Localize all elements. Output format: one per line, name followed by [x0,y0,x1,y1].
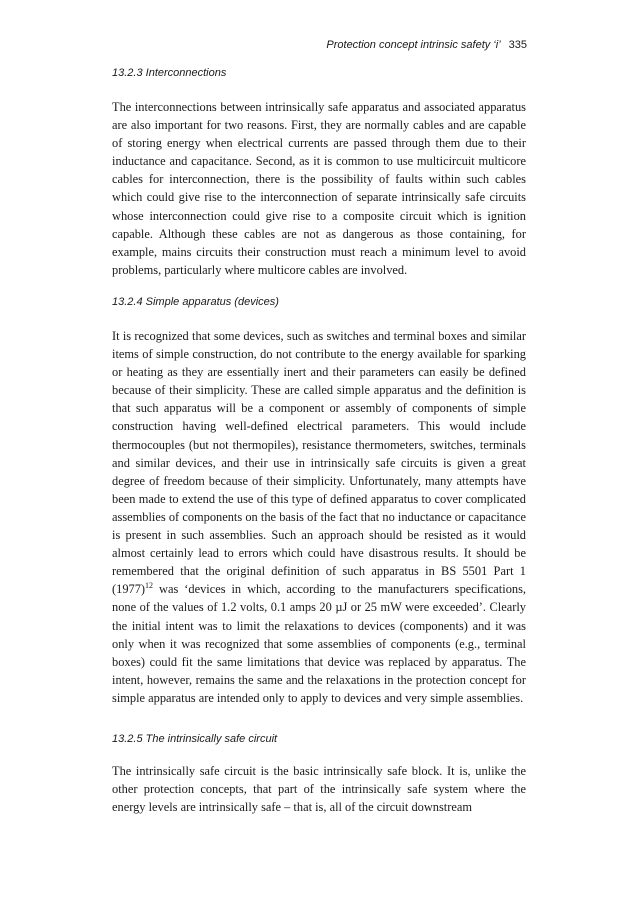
section-heading-intrinsically-safe-circuit: 13.2.5 The intrinsically safe circuit [112,733,278,745]
paragraph-simple-apparatus-part-2: was ‘devices in which, according to the manufacturers specifications, none of the values of 1.2 volts, 0.1 amps 20 µJ or 25 mW were exceeded’. Clearly the initial intent was to limit the relaxations to devices (components) and it was only when it was recognized that some assemblies of components (e.g., terminal boxes) could fit the same limitations that device was replaced by apparatus. The intent, however, remains the same and the relaxations in the protection concept for simple apparatus are intended only to apply to devices and very simple assemblies. [112,582,526,705]
section-heading-interconnections: 13.2.3 Interconnections [112,67,227,79]
paragraph-simple-apparatus-part-1: It is recognized that some devices, such as switches and terminal boxes and similar items of simple construction, do not contribute to the energy available for sparking or heating as they are essentially inert and their parameters can easily be defined because of their simplicity. These are called simple apparatus and the definition is that such apparatus will be a component or assembly of components of simple construction having well-defined electrical parameters. This would include thermocouples (but not thermopiles), resistance thermometers, switches, terminals and similar devices, and their use in intrinsically safe circuits is given a great degree of freedom because of their simplicity. Unfortunately, many attempts have been made to extend the use of this type of defined apparatus to cover complicated assemblies of components on the basis of the fact that no inductance or capacitance is present in such assemblies. Such an approach should be resisted as it would almost certainly lead to errors which could have disastrous results. It should be remembered that the original definition of such apparatus in BS 5501 Part 1 (1977) [112,329,526,597]
paragraph-interconnections: The interconnections between intrinsically safe apparatus and associated apparatus are also important for two reasons. First, they are normally cables and are capable of storing energy when electrical currents are passed through them due to their inductance and capacitance. Second, as it is common to use multicircuit multicore cables for interconnection, there is the possibility of faults within such cables which could give rise to the interconnection of separate intrinsically safe circuits whose interconnection could give rise to a composite circuit which is ignition capable. Although these cables are not as dangerous as those containing, for example, mains circuits their construction must reach a minimum level to avoid problems, particularly where multicore cables are involved. [112,100,526,277]
page-number: 335 [508,39,527,51]
paragraph-simple-apparatus [112,327,526,707]
running-head [326,39,527,51]
reference-superscript: 12 [145,581,154,591]
running-head-title: Protection concept intrinsic safety ‘i’ [326,39,501,51]
section-heading-simple-apparatus: 13.2.4 Simple apparatus (devices) [112,296,279,308]
paragraph-intrinsically-safe-circuit: The intrinsically safe circuit is the basic intrinsically safe block. It is, unlike the other protection concepts, that part of the intrinsically safe system where the energy levels are intrinsically safe – that is, all of the circuit downstream [112,764,526,815]
